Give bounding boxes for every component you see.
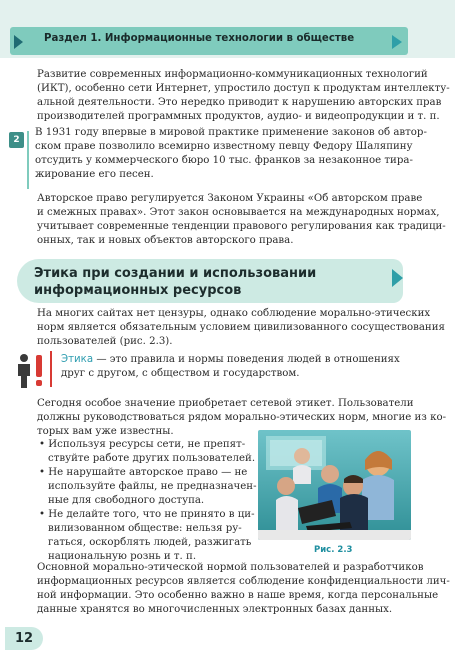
text-line: друг с другом, с обществом и государством. xyxy=(61,368,300,379)
definition-rule xyxy=(50,351,52,387)
term-ethics: Этика xyxy=(61,354,94,365)
text-line: жирование его песен. xyxy=(35,169,154,180)
text-line: В 1931 году впервые в мировой практике применение законов об автор- xyxy=(35,127,427,138)
text-line: альной деятельности. Это нередко приводит к нарушению авторских прав xyxy=(37,97,442,108)
text-line: пользователей (рис. 2.3). xyxy=(37,336,173,347)
text-line: • Не делайте того, что не принято в ци- xyxy=(39,509,255,520)
section-title xyxy=(34,265,316,299)
text-line: На многих сайтах нет цензуры, однако соблюдение морально-этических xyxy=(37,308,431,319)
text-line: Авторское право регулируется Законом Украины «Об авторском праве xyxy=(37,193,423,204)
text-line: вилизованном обществе: нельзя ру- xyxy=(48,523,242,534)
section-title-line: Этика при создании и использовании xyxy=(34,266,317,281)
text-line: учитывает современные тенденции правового регулирования как традици- xyxy=(37,221,446,232)
note-paragraph xyxy=(35,126,427,182)
text-line: ском праве позволило всемирно известному певцу Федору Шаляпину xyxy=(35,141,413,152)
paragraph-copyright-law xyxy=(37,192,446,248)
text-line: ные для свободного доступа. xyxy=(48,495,205,506)
text-line: используйте файлы, не предназначен- xyxy=(48,481,257,492)
text-line: • Не нарушайте авторское право — не xyxy=(39,467,248,478)
section-arrow-icon xyxy=(392,269,403,287)
figure-caption: Рис. 2.3 xyxy=(314,545,353,555)
text-line: Развитие современных информационно-коммуникационных технологий xyxy=(37,69,428,80)
text-line: ной информации. Это особенно важно в наше время, когда персональные xyxy=(37,590,439,601)
text-line: производителей программных продуктов, аудио- и видеопродукции и т. п. xyxy=(37,111,440,122)
chapter-title: Раздел 1. Информационные технологии в обществе xyxy=(44,33,355,44)
bullet-item xyxy=(39,508,255,564)
text-line: ствуйте работе других пользователей. xyxy=(48,453,256,464)
paragraph-confidentiality xyxy=(37,561,450,617)
text-line: информационных ресурсов является соблюдение конфиденциальности лич- xyxy=(37,576,450,587)
text-line: торых вам уже известны. xyxy=(37,426,174,437)
text-line: онных, так и новых объектов авторского права. xyxy=(37,235,294,246)
text-line: гаться, оскорблять людей, разжигать xyxy=(48,537,252,548)
text-line: Основной морально-этической нормой пользователей и разработчиков xyxy=(37,562,424,573)
person-exclamation-icon xyxy=(14,353,46,389)
ethics-definition xyxy=(61,353,411,381)
students-photo xyxy=(258,430,411,540)
note-badge: 2 xyxy=(9,132,24,148)
text-line: • Используя ресурсы сети, не препят- xyxy=(39,439,246,450)
text-line: норм является обязательным условием цивилизованного сосуществования xyxy=(37,322,445,333)
text-line: и смежных правах». Этот закон основывается на международных нормах, xyxy=(37,207,440,218)
bullet-item xyxy=(39,466,257,508)
text-line: национальную рознь и т. п. xyxy=(48,551,197,562)
text-line: данные хранятся во многочисленных электронных базах данных. xyxy=(37,604,393,615)
page-number: 12 xyxy=(5,627,43,650)
text-line: должны руководствоваться рядом морально-этических норм, многие из ко- xyxy=(37,412,447,423)
text-line: (ИКТ), особенно сети Интернет, упростило доступ к продуктам интеллекту- xyxy=(37,83,450,94)
paragraph-ict xyxy=(37,68,450,124)
banner-arrow-icon xyxy=(392,35,402,49)
section-title-line: информационных ресурсов xyxy=(34,283,242,298)
bullet-item xyxy=(39,438,255,466)
definition-text: — это правила и нормы поведения людей в отношениях xyxy=(93,354,400,365)
note-rule xyxy=(27,131,29,189)
text-line: Сегодня особое значение приобретает сетевой этикет. Пользователи xyxy=(37,398,414,409)
banner-triangle-icon xyxy=(14,35,23,49)
paragraph-censorship xyxy=(37,307,445,349)
text-line: отсудить у коммерческого бюро 10 тыс. франков за незаконное тира- xyxy=(35,155,413,166)
